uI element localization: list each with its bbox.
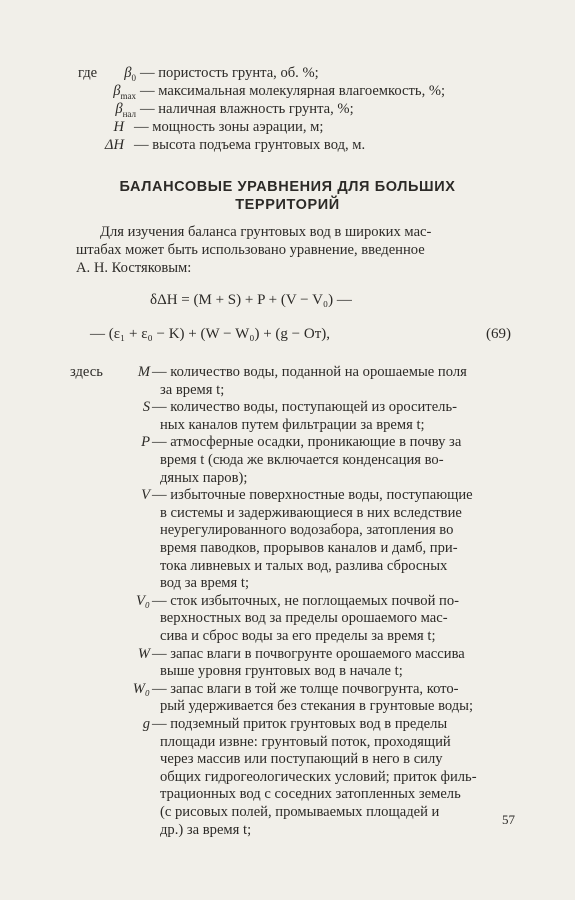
explanation-text-line: площади извне: грунтовый поток, проходящий <box>160 733 451 750</box>
explanation-symbol: S <box>142 399 150 416</box>
explanation-text-line: верхностных вод за пределы орошаемого мас- <box>160 610 448 627</box>
explanation-text-line: — запас влаги в той же толще почвогрунта, кото- <box>152 680 459 697</box>
explanation-text-line: трационных вод с соседних затопленных земель <box>160 786 461 803</box>
definition-text: — наличная влажность грунта, %; <box>140 101 354 117</box>
explanation-text-line: общих гидрогеологических условий; приток филь- <box>160 768 477 785</box>
explanation-text-line: время паводков, прорывов каналов и дамб, при- <box>160 540 458 556</box>
explanation-text-line: сива и сброс воды за его пределы за время t; <box>160 628 436 644</box>
explanation-text-line: — запас влаги в почвогрунте орошаемого массива <box>152 645 465 662</box>
explanation-symbol: W₀ <box>132 680 150 697</box>
paragraph-line: Для изучения баланса грунтовых вод в широких мас- <box>100 224 432 240</box>
explanation-lead: здесь <box>70 364 103 380</box>
definition-symbol: H <box>113 119 124 135</box>
explanation-text-line: др.) за время t; <box>160 821 252 838</box>
explanation-symbol: g <box>142 716 150 732</box>
definition-symbol: $\beta_{нал}$ <box>115 101 136 119</box>
equation-number: (69) <box>486 326 511 342</box>
explanation-text-line: через массив или поступающий в него в силу <box>160 751 443 768</box>
explanation-text-line: рый удерживается без стекания в грунтовые воды; <box>160 698 474 715</box>
explanation-text-line: — количество воды, поступающей из ороситель- <box>152 399 457 416</box>
formula-line-1: δΔH = (M + S) + P + (V − V₀) — <box>150 292 352 308</box>
explanation-text-line: время t (сюда же включается конденсация во- <box>160 452 444 468</box>
explanation-symbol: W <box>137 645 150 662</box>
definition-text: — пористость грунта, об. %; <box>140 65 319 81</box>
definition-text: — мощность зоны аэрации, м; <box>134 119 324 135</box>
paragraph-line: штабах может быть использовано уравнение, введенное <box>76 242 425 258</box>
definition-symbol: $\beta_0$ <box>124 65 136 83</box>
definition-row <box>0 64 575 82</box>
definition-row <box>0 100 575 118</box>
explanation-text-line: за время t; <box>160 381 225 398</box>
explanation-text-line: дяных паров); <box>160 469 248 486</box>
section-heading: БАЛАНСОВЫЕ УРАВНЕНИЯ ДЛЯ БОЛЬШИХ <box>119 179 456 195</box>
explanation-text-line: — атмосферные осадки, проникающие в почву за <box>152 434 462 451</box>
formula-line-2: — (ε₁ + ε₀ − K) + (W − W₀) + (g − Oт), <box>90 326 331 342</box>
explanation-text-line: — количество воды, поданной на орошаемые поля <box>152 364 467 380</box>
explanation-symbol: V <box>141 487 150 504</box>
explanation-text-line: — избыточные поверхностные воды, поступающие <box>152 487 473 504</box>
explanation-text-line: тока ливневых и талых вод, разлива сбросных <box>160 557 448 574</box>
explanation-symbol: P <box>141 434 150 451</box>
explanation-text-line: — сток избыточных, не поглощаемых почвой по- <box>152 592 460 609</box>
explanation-text-line: ных каналов путем фильтрации за время t; <box>160 416 425 433</box>
definition-text: — высота подъема грунтовых вод, м. <box>134 137 366 153</box>
explanation-text-line: в системы и задерживающиеся в них вследствие <box>160 504 462 521</box>
definition-symbol: $\beta_{max}$ <box>113 83 136 101</box>
explanation-text-line: — подземный приток грунтовых вод в пределы <box>152 716 448 732</box>
paragraph-line: А. Н. Костяковым: <box>76 260 192 276</box>
definition-lead: где <box>78 65 98 81</box>
explanation-text-line: выше уровня грунтовых вод в начале t; <box>160 663 403 680</box>
explanation-text-line: неурегулированного водозабора, затопления во <box>160 522 454 539</box>
definition-row <box>0 82 575 100</box>
definition-row <box>0 136 575 154</box>
page-number: 57 <box>502 812 515 827</box>
explanation-symbol: V₀ <box>136 592 150 609</box>
explanation-text-line: вод за время t; <box>160 575 250 592</box>
explanation-symbol: M <box>137 364 150 380</box>
definition-row <box>0 118 575 136</box>
definition-symbol: ΔH <box>104 137 124 153</box>
section-heading-continued: ТЕРРИТОРИЙ <box>235 197 340 213</box>
explanation-text-line: (с рисовых полей, промываемых площадей и <box>160 804 440 820</box>
definition-text: — максимальная молекулярная влагоемкость, %; <box>140 83 446 99</box>
